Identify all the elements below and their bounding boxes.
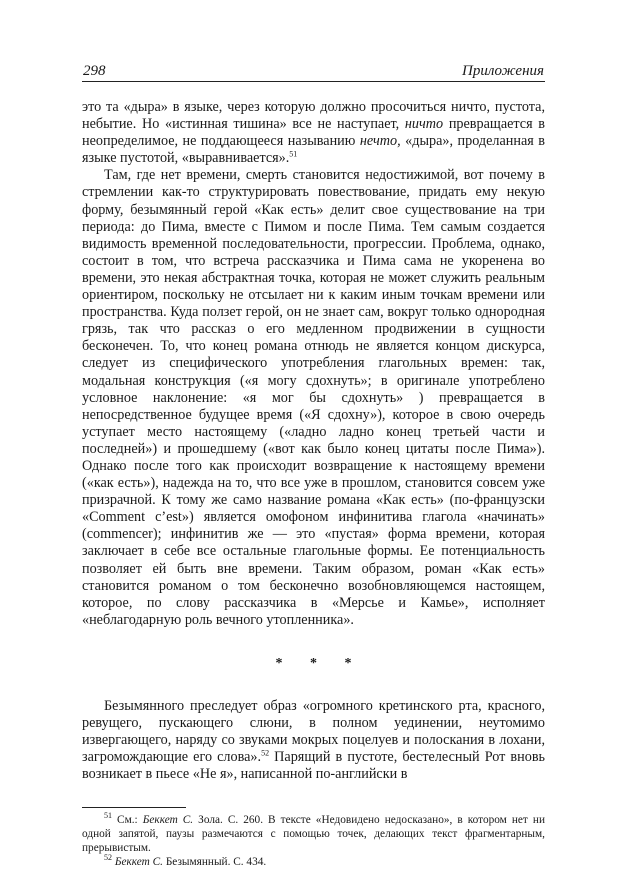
emphasis-nechto: нечто, <box>359 133 401 150</box>
text-run: Парящий в пустоте, бестелесный Рот вновь возникает в пьесе «Не я», написанной по-английски в <box>82 749 545 783</box>
emphasis-nichto: ничто <box>404 116 444 133</box>
footnote-number: 52 <box>104 853 112 863</box>
text-run: Безымянного преследует образ «огромного кретинского рта, красного, ревущего, пускающего слюни, в полном уединении, неутомимо извергающего, наряду со звуками мокрых поцелуев и полоскания в лохани, загромождающие его слова». <box>82 698 545 766</box>
footnote-52 <box>82 855 545 869</box>
footnote-author: Беккет С. <box>142 814 194 827</box>
text-run: «дыра», проделанная в языке пустотой, «выравнивается». <box>82 133 545 167</box>
footnote-ref-51: 51 <box>289 149 298 159</box>
running-title: Приложения <box>461 63 544 79</box>
footnote-author: Беккет С. <box>114 856 163 869</box>
book-page <box>82 62 545 869</box>
footnote-text: Безымянный. С. 434. <box>163 856 267 869</box>
footnote-divider <box>82 807 186 808</box>
footnote-number: 51 <box>104 811 112 821</box>
main-text <box>82 99 545 783</box>
text-run: превращается в неопределимое, не поддающееся называнию <box>82 116 545 150</box>
footnotes <box>82 813 545 869</box>
footnote-prefix: См.: <box>112 814 143 827</box>
running-header <box>82 62 545 82</box>
paragraph-2: Там, где нет времени, смерть становится недостижимой, вот почему в стремлении как-то структурировать повествование, придать ему некую форму, безымянный герой «Как есть» делит свое существование на три периода: до Пима, вместе с Пимом и после Пима. Тем самым создается видимость временной последовательности, прогрессии. Проблема, однако, состоит в том, что встреча рассказчика и Пима сама не укоренена во времени, это некая абстрактная точка, которая не может служить реальным ориентиром, поскольку не отсылает ни к каким иным точкам времени или пространства. Куда ползет герой, он не знает сам, вокруг только однородная грязь, так что рассказ о его медленном продвижении в сущности бесконечен. То, что конец романа отнюдь не является концом дискурса, следует из специфического употребления глагольных времен: так, модальная конструкция («я могу сдохнуть»; в оригинале употреблено условное наклонение: «я мог бы сдохнуть» ) превращается в непосредственное будущее время («Я сдохну»), которое в свою очередь уступает место настоящему («ладно ладно конец третьей части и последней») и прошедшему («вот как было конец цитаты после Пима»). Однако после того как происходит возвращение к настоящему времени («как есть»), надежда на то, что все уже в прошлом, становится совсем уже призрачной. К тому же само название романа «Как есть» (по-французски «Comment c’est») является омофоном инфинитива глагола «начинать» (commencer); инфинитив же — это «пустая» форма времени, которая заключает в себе все остальные глагольные формы. Ее потенциальность позволяет ей быть вне времени. Таким образом, роман «Как есть» становится романом о том бесконечно возобновляющемся настоящем, которое, по слову рассказчика в «Мерсье и Камье», исполняет «неблагодарную роль вечного утопленника». <box>82 167 545 628</box>
paragraph-1 <box>82 99 545 167</box>
footnote-ref-52: 52 <box>261 748 270 758</box>
footnote-51 <box>82 813 545 855</box>
page-number: 298 <box>83 63 106 79</box>
text-run: это та «дыра» в языке, через которую должно просочиться ничто, пустота, небытие. Но «истинная тишина» все не наступает, <box>82 99 545 133</box>
paragraph-3 <box>82 698 545 783</box>
section-separator: * * * <box>275 655 364 671</box>
footnote-text: Зола. С. 260. В тексте «Недовидено недосказано», в котором нет ни одной запятой, паузы размечаются с помощью точек, делающих текст фрагментарным, прерывистым. <box>82 814 545 855</box>
